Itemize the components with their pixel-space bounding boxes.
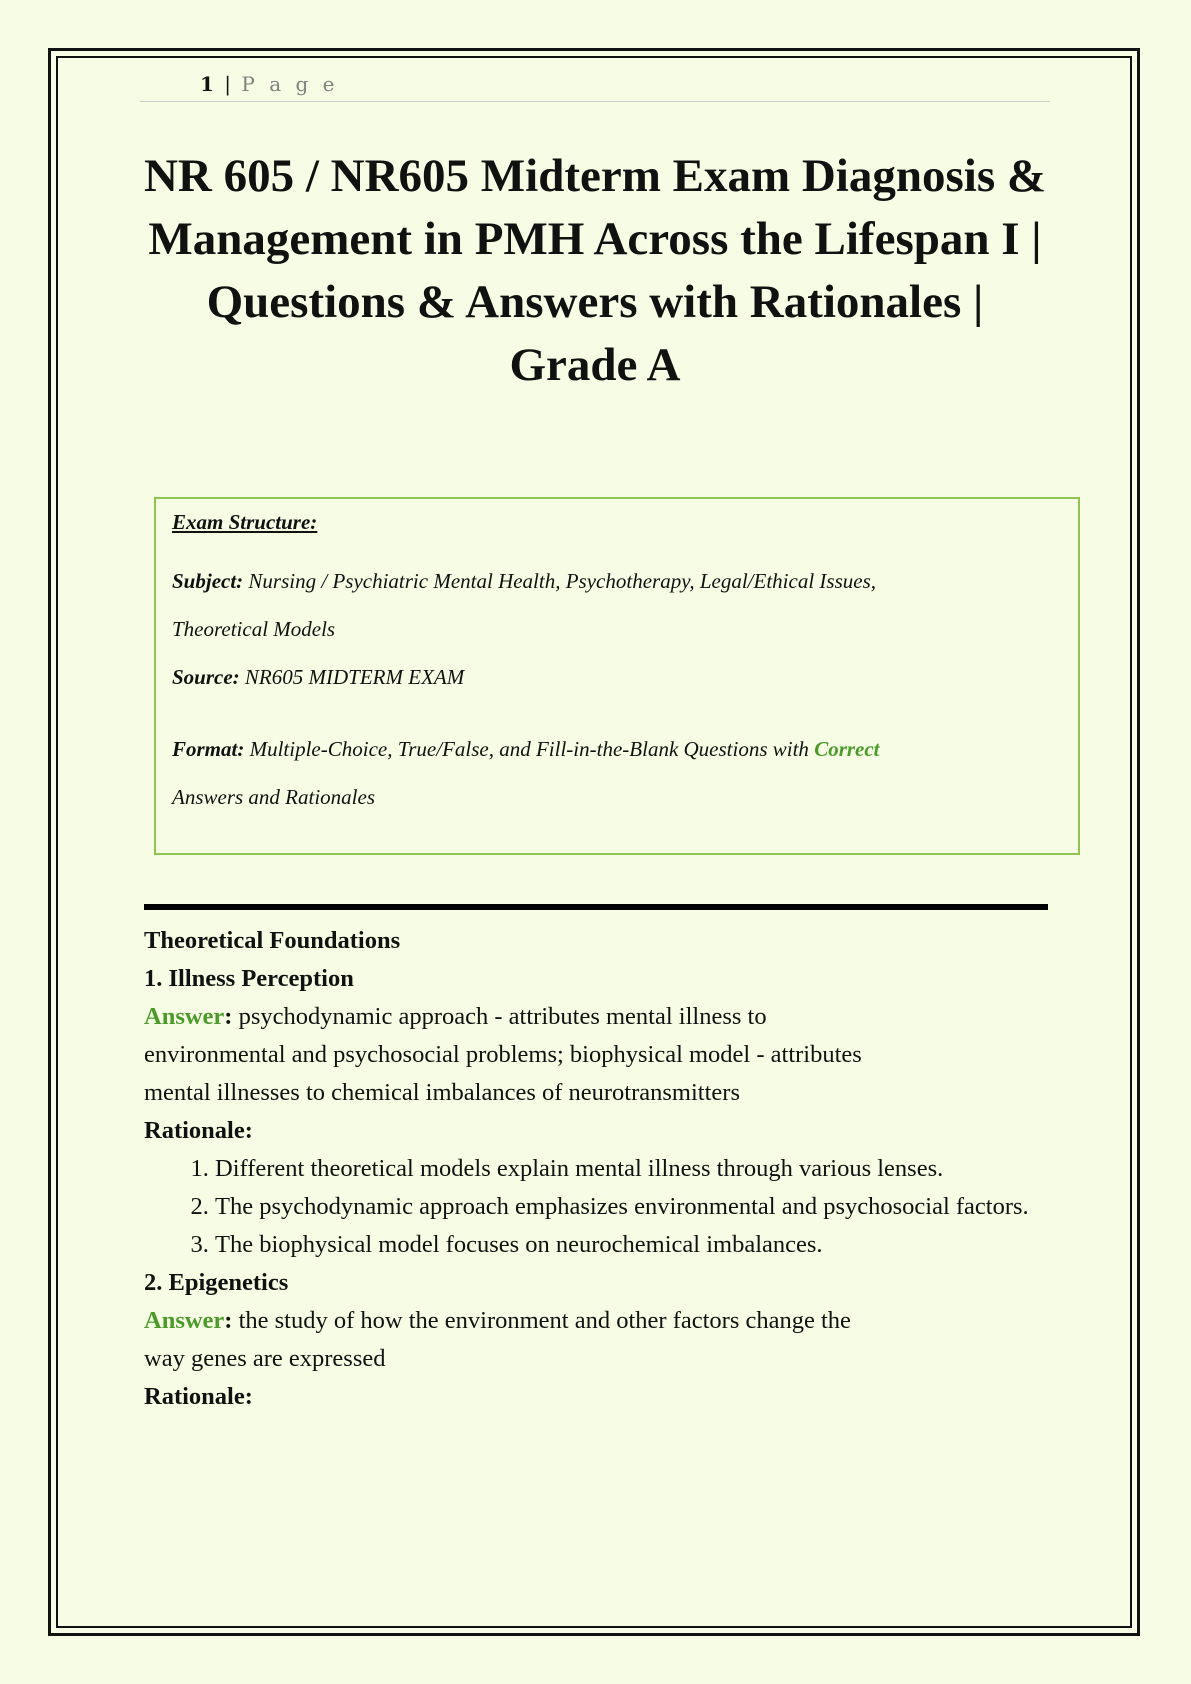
rationale-label: Rationale: [144,1117,253,1144]
format-text-continued: Answers and Rationales [172,785,375,809]
subject-text: Nursing / Psychiatric Mental Health, Psychotherapy, Legal/Ethical Issues, [243,569,877,593]
answer-label: Answer [144,1307,225,1334]
answer-colon: : [224,1003,233,1030]
subject-label: Subject: [172,569,244,593]
answer-text-line: way genes are expressed [144,1345,386,1372]
page-number: 1 [200,72,214,96]
page-header [140,72,1050,102]
section-divider [144,904,1048,910]
source-text: NR605 MIDTERM EXAM [239,665,465,689]
answer-text: psychodynamic approach - attributes mental illness to [232,1003,767,1030]
rationale-item: 1. Different theoretical models explain mental illness through various lenses. [215,1150,1044,1188]
section-title: Theoretical Foundations [144,927,401,954]
answer-text-line: mental illnesses to chemical imbalances of neurotransmitters [144,1079,740,1106]
subject-text-continued: Theoretical Models [172,617,336,641]
rationale-label: Rationale: [144,1383,253,1410]
rationale-list [144,1150,1044,1264]
answer-label: Answer [144,1003,225,1030]
format-text: Multiple-Choice, True/False, and Fill-in-the-Blank Questions with [244,737,815,761]
question-title: 2. Epigenetics [144,1269,289,1296]
answer-block [144,998,1044,1036]
exam-structure-box [154,497,1080,855]
format-highlight: Correct [814,737,880,761]
exam-structure-heading: Exam Structure: [172,510,318,534]
answer-text-line: environmental and psychosocial problems; biophysical model - attributes [144,1041,862,1068]
page-header-separator: | [224,72,232,96]
question-title: 1. Illness Perception [144,965,354,992]
answer-colon: : [224,1307,233,1334]
format-label: Format: [172,737,245,761]
rationale-item: 3. The biophysical model focuses on neurochemical imbalances. [215,1226,1044,1264]
page-label: P a g e [241,72,339,96]
document-title: NR 605 / NR605 Midterm Exam Diagnosis & Management in PMH Across the Lifespan I | Questions & Answers with Rationales | Grade A [143,150,1047,391]
source-label: Source: [172,665,240,689]
answer-block [144,1302,1044,1340]
answer-text: the study of how the environment and other factors change the [232,1307,851,1334]
main-content [144,922,1044,1416]
rationale-item: 2. The psychodynamic approach emphasizes environmental and psychosocial factors. [215,1188,1044,1226]
